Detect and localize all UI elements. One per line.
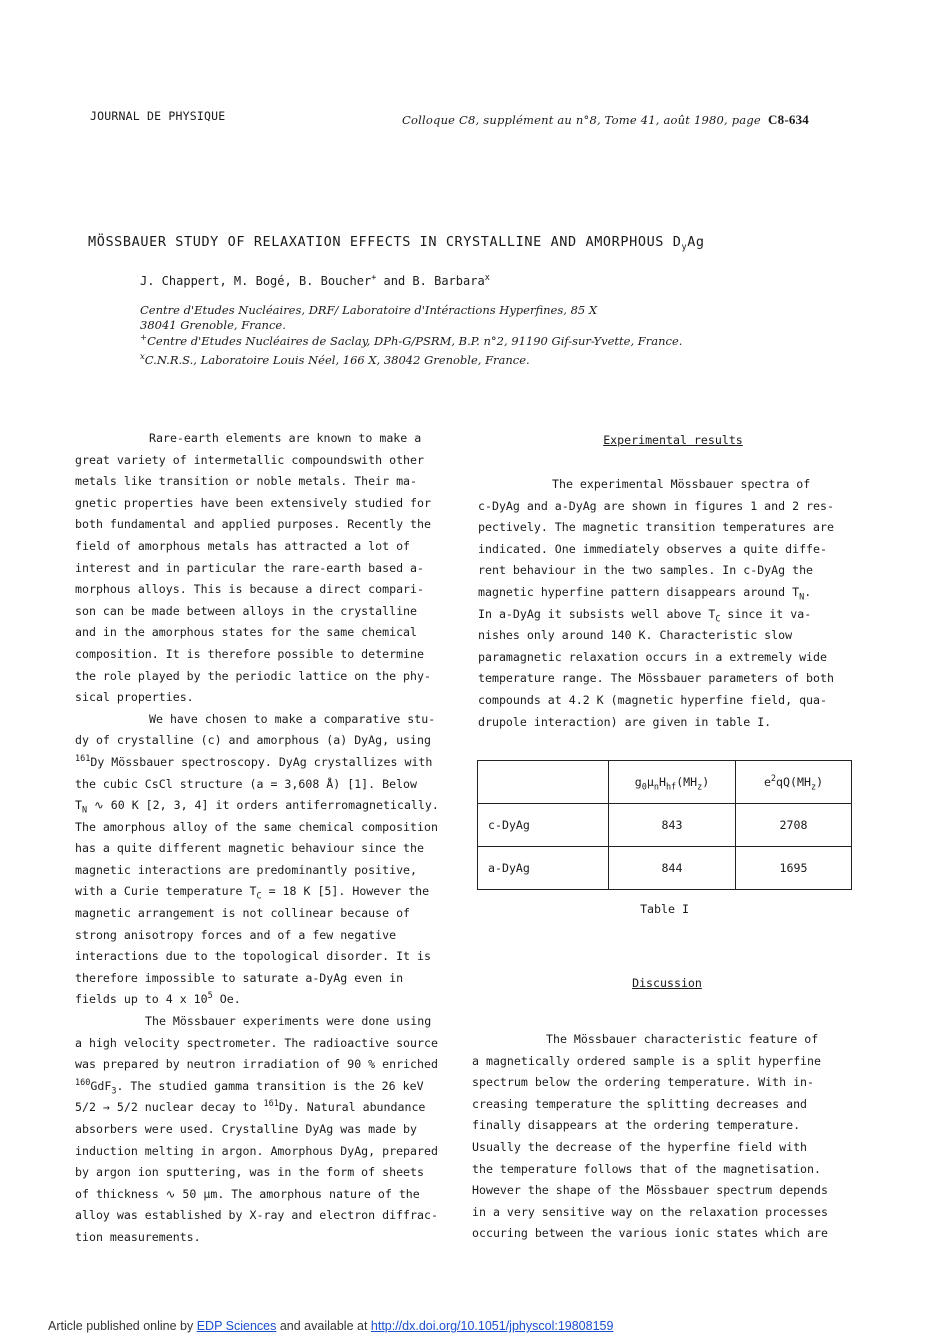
authors	[140, 274, 490, 288]
section-heading-discussion: Discussion	[632, 976, 702, 990]
text-line: The amorphous alloy of the same chemical composition	[75, 819, 438, 834]
text-line: magnetic interactions are predominantly positive,	[75, 862, 418, 877]
text-span: Oe.	[212, 992, 241, 1007]
cell-value: 844	[609, 847, 736, 890]
text-span: μ	[646, 775, 654, 789]
edp-sciences-link[interactable]: EDP Sciences	[196, 1319, 277, 1333]
text-line: temperature range. The Mössbauer parameters of both	[478, 671, 834, 686]
affiliation-3	[140, 353, 682, 368]
isotope-sup: 161	[263, 1099, 279, 1110]
title-sub: y	[681, 242, 688, 253]
text-line: strong anisotropy forces and of a few negative	[75, 927, 397, 942]
text-line: rent behaviour in the two samples. In c-DyAg the	[478, 563, 814, 578]
text-span: ∿ 60 K [2, 3, 4] it orders antiferromagnetically.	[87, 798, 439, 813]
text-line: We have chosen to make a comparative stu-	[149, 711, 436, 726]
text-span: )	[702, 775, 710, 789]
text-line: Rare-earth elements are known to make a	[149, 431, 422, 445]
text-line: absorbers were used. Crystalline DyAg was made by	[75, 1122, 418, 1136]
text-span: g	[634, 775, 642, 789]
discussion-text	[472, 1029, 862, 1245]
author-mark-x: x	[484, 273, 490, 283]
isotope-sup: 160	[75, 1077, 91, 1088]
text-span: magnetic hyperfine pattern disappears around T	[478, 584, 800, 599]
text-span: . The studied gamma transition is the 26 keV	[116, 1078, 424, 1093]
text-line: in a very sensitive way on the relaxation processes	[472, 1204, 828, 1219]
text-line: occuring between the various ionic states which are	[472, 1226, 828, 1241]
affiliation-mark-plus: +	[140, 333, 148, 344]
colloque-reference	[402, 112, 809, 128]
text-span: T	[75, 798, 82, 813]
text-line: magnetic arrangement is not collinear because of	[75, 906, 411, 921]
superscript: 2	[770, 774, 777, 785]
cell-value: 1695	[736, 847, 852, 890]
table-corner-cell	[478, 761, 609, 804]
table-header-row	[478, 761, 852, 804]
text-line: drupole interaction) are given in table I.	[478, 714, 772, 729]
text-line: the temperature follows that of the magnetisation.	[472, 1161, 822, 1176]
text-line: However the shape of the Mössbauer spectrum depends	[472, 1183, 828, 1198]
journal-name: JOURNAL DE PHYSIQUE	[90, 109, 226, 123]
affiliation-1a: Centre d'Etudes Nucléaires, DRF/ Laboratoire d'Intéractions Hyperfines, 85 X	[140, 303, 598, 317]
table-caption: Table I	[640, 902, 689, 916]
header-hyperfine-field	[609, 761, 736, 804]
text-span: Dy Mössbauer spectroscopy. DyAg crystallizes with	[90, 754, 433, 769]
text-span: (MH	[676, 775, 698, 789]
text-line: creasing temperature the splitting decreases and	[472, 1096, 808, 1111]
row-label: a-DyAg	[478, 847, 609, 890]
text-line: Usually the decrease of the hyperfine field with	[472, 1139, 808, 1154]
text-line	[75, 752, 455, 774]
text-span: fields up to 4 x 10	[75, 992, 208, 1007]
text-line: great variety of intermetallic compoundswith other	[75, 452, 425, 467]
affiliation-3-text: C.N.R.S., Laboratoire Louis Néel, 166 X, 38042 Grenoble, France.	[144, 352, 530, 367]
table-1	[477, 760, 852, 890]
subscript: n	[653, 782, 659, 793]
publication-footer	[48, 1319, 613, 1333]
table-row	[478, 804, 852, 847]
text-span: e	[763, 775, 771, 789]
cell-value: 2708	[736, 804, 852, 847]
text-span: )	[816, 775, 824, 789]
footer-text: Article published online by	[48, 1319, 197, 1333]
affiliation-1b: 38041 Grenoble, France.	[140, 317, 286, 332]
text-line: c-DyAg and a-DyAg are shown in figures 1 and 2 res-	[478, 498, 834, 513]
subscript: C	[256, 891, 262, 902]
text-line: gnetic properties have been extensively studied for	[75, 495, 431, 510]
text-line: indicated. One immediately observes a quite diffe-	[478, 541, 828, 556]
text-line: both fundamental and applied purposes. Recently the	[75, 517, 431, 532]
text-line: alloy was established by X-ray and electron diffrac-	[75, 1208, 438, 1223]
author-mark-plus: +	[371, 273, 377, 283]
text-line	[75, 795, 455, 817]
subscript: N	[81, 805, 88, 816]
text-line: tion measurements.	[75, 1229, 201, 1244]
text-span: Dy. Natural abundance	[278, 1100, 426, 1115]
subscript: N	[799, 592, 805, 603]
text-line: compounds at 4.2 K (magnetic hyperfine field, qua-	[478, 692, 828, 707]
subscript: hf	[665, 782, 677, 793]
text-span: .	[804, 584, 812, 599]
text-line: by argon ion sputtering, was in the form of sheets	[75, 1165, 425, 1180]
text-line: composition. It is therefore possible to determine	[75, 646, 425, 661]
subscript: 0	[641, 782, 647, 793]
superscript: 5	[207, 991, 213, 1002]
affiliation-2	[140, 334, 682, 349]
text-line	[75, 1076, 455, 1098]
text-line: nishes only around 140 K. Characteristic slow	[478, 628, 793, 643]
author-group-2: and B. Barbara	[376, 274, 485, 288]
text-line: interest and in particular the rare-earth based a-	[75, 560, 425, 575]
subscript: z	[810, 782, 817, 793]
page-number: C8-634	[768, 112, 809, 127]
text-line: therefore impossible to saturate a-DyAg even in	[75, 970, 404, 985]
text-line: morphous alloys. This is because a direct compari-	[75, 582, 425, 597]
text-line: field of amorphous metals has attracted a lot of	[75, 538, 411, 553]
text-line: and in the amorphous states for the same chemical	[75, 625, 418, 640]
text-line: of thickness ∿ 50 μm. The amorphous nature of the	[75, 1186, 420, 1201]
right-column-text	[478, 474, 868, 733]
text-line: a high velocity spectrometer. The radioactive source	[75, 1035, 438, 1050]
article-title	[88, 234, 705, 253]
text-line: finally disappears at the ordering temperature.	[472, 1118, 801, 1133]
text-line: The experimental Mössbauer spectra of	[552, 477, 811, 491]
text-line: the role played by the periodic lattice on the phy-	[75, 668, 431, 683]
text-span: qQ(MH	[776, 775, 811, 789]
text-span: 5/2 → 5/2 nuclear decay to	[75, 1100, 264, 1115]
text-span: = 18 K [5]. However the	[261, 884, 430, 899]
subscript: 3	[111, 1086, 117, 1097]
text-line: spectrum below the ordering temperature. With in-	[472, 1075, 815, 1090]
text-span: H	[658, 775, 666, 789]
section-heading-experimental: Experimental results	[603, 433, 743, 447]
text-line: induction melting in argon. Amorphous DyAg, prepared	[75, 1143, 438, 1158]
text-span: In a-DyAg it subsists well above T	[478, 606, 716, 621]
header-quadrupole	[736, 761, 852, 804]
text-line: The Mössbauer experiments were done using	[145, 1014, 432, 1029]
text-span: since it va-	[720, 606, 812, 621]
text-span: with a Curie temperature T	[75, 884, 257, 899]
title-main: MÖSSBAUER STUDY OF RELAXATION EFFECTS IN CRYSTALLINE AND AMORPHOUS D	[88, 234, 682, 250]
isotope-sup: 161	[75, 754, 91, 765]
text-line	[75, 989, 455, 1011]
cell-value: 843	[609, 804, 736, 847]
affiliation-2-text: Centre d'Etudes Nucléaires de Saclay, DPh-G/PSRM, B.P. n°2, 91190 Gif-sur-Yvette, France.	[147, 334, 683, 348]
text-span: GdF	[90, 1078, 112, 1093]
text-line	[478, 582, 868, 604]
table-row	[478, 847, 852, 890]
affiliation-mark-x: x	[140, 351, 145, 362]
title-tail: Ag	[687, 234, 705, 250]
text-line	[75, 881, 455, 903]
text-line: The Mössbauer characteristic feature of	[546, 1032, 819, 1046]
footer-text: and available at	[276, 1319, 371, 1333]
text-line: paramagnetic relaxation occurs in a extremely wide	[478, 649, 828, 664]
text-line: dy of crystalline (c) and amorphous (a) DyAg, using	[75, 733, 431, 748]
author-group-1: J. Chappert, M. Bogé, B. Boucher	[140, 274, 372, 288]
subscript: z	[697, 782, 703, 793]
text-line: pectively. The magnetic transition temperatures are	[478, 520, 834, 535]
subscript: C	[715, 613, 721, 624]
affiliations	[140, 303, 682, 367]
text-line: a magnetically ordered sample is a split hyperfine	[472, 1053, 822, 1068]
text-line: the cubic CsCl structure (a = 3,608 Å) [1]. Below	[75, 776, 418, 791]
text-line: has a quite different magnetic behaviour since the	[75, 841, 425, 856]
text-line: sical properties.	[75, 690, 194, 705]
text-line	[75, 1097, 455, 1119]
colloque-text: Colloque C8, supplément au n°8, Tome 41, août 1980, page	[402, 113, 761, 127]
text-line: was prepared by neutron irradiation of 90 % enriched	[75, 1057, 438, 1072]
row-label: c-DyAg	[478, 804, 609, 847]
text-line	[478, 604, 868, 626]
text-line: son can be made between alloys in the crystalline	[75, 603, 418, 618]
doi-link[interactable]: http://dx.doi.org/10.1051/jphyscol:19808159	[370, 1319, 614, 1333]
text-line: interactions due to the topological disorder. It is	[75, 949, 431, 964]
text-line: metals like transition or noble metals. Their ma-	[75, 474, 418, 489]
left-column	[75, 428, 455, 1249]
